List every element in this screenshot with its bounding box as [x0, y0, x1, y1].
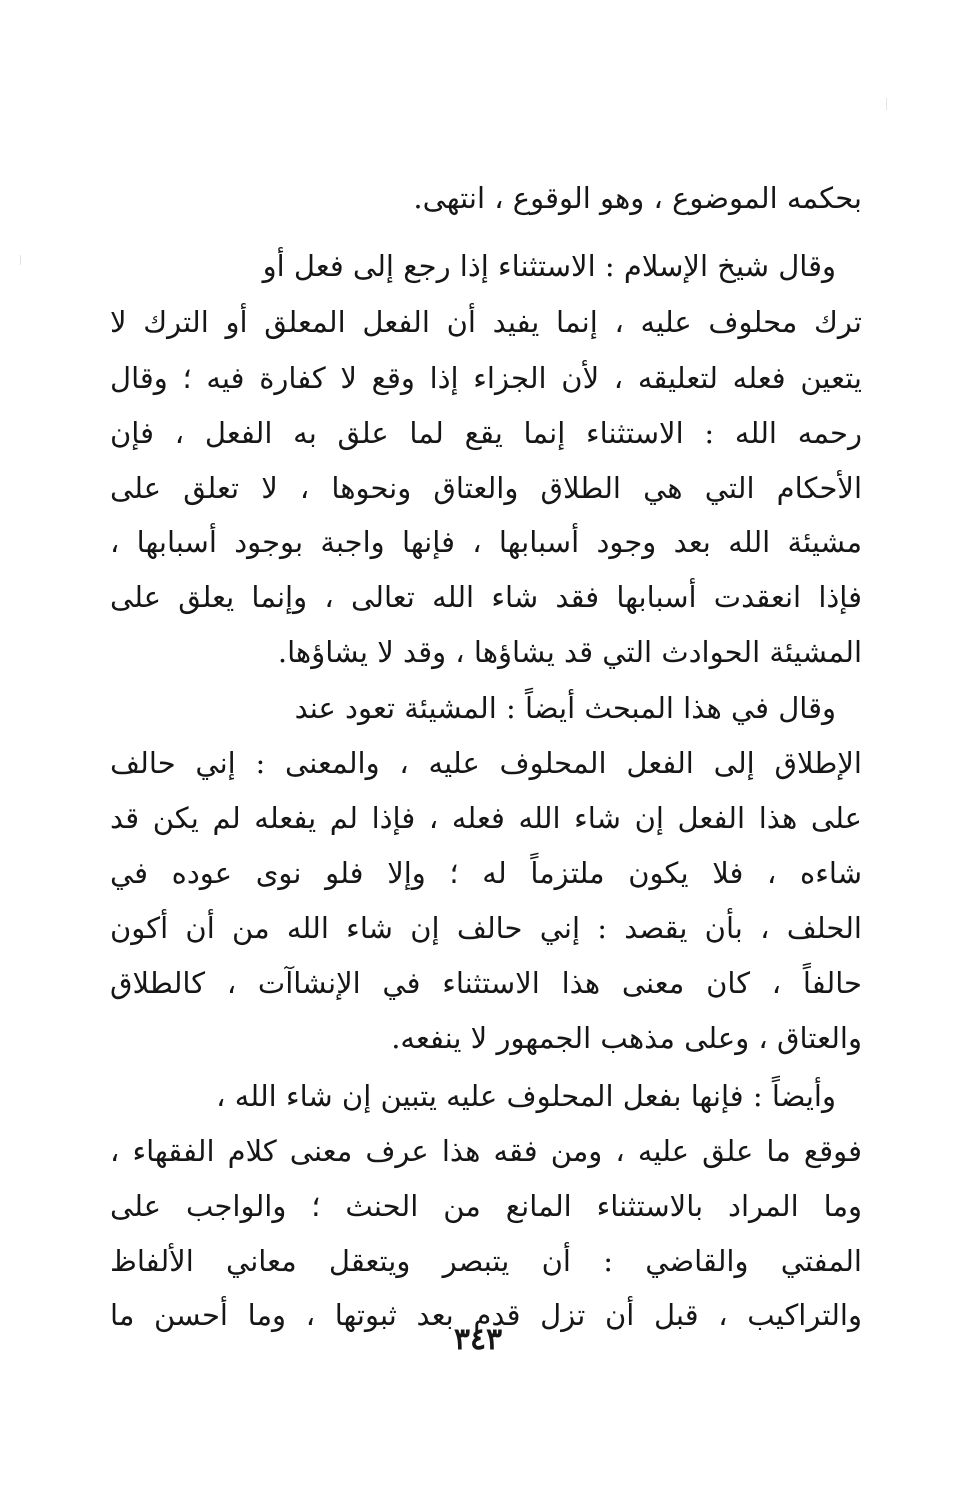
text-line: مشيئة الله بعد وجود أسبابها ، فإنها واجبة بوجود أسبابها ، — [110, 525, 862, 559]
scan-edge-mark — [20, 255, 21, 265]
text-line: فإذا انعقدت أسبابها فقد شاء الله تعالى ، وإنما يعلق على — [110, 580, 862, 614]
text-line: حالفاً ، كان معنى هذا الاستثناء في الإنشاآت ، كالطلاق — [110, 966, 862, 1000]
text-line: الإطلاق إلى الفعل المحلوف عليه ، والمعنى : إني حالف — [110, 746, 862, 780]
text-line: الأحكام التي هي الطلاق والعتاق ونحوها ، لا تعلق على — [110, 471, 862, 505]
text-line: بحكمه الموضوع ، وهو الوقوع ، انتهى. — [413, 181, 862, 215]
text-line-indented: وقال شيخ الإسلام : الاستثناء إذا رجع إلى فعل أو — [262, 249, 836, 283]
text-line: والعتاق ، وعلى مذهب الجمهور لا ينفعه. — [391, 1021, 862, 1055]
text-line: على هذا الفعل إن شاء الله فعله ، فإذا لم يفعله لم يكن قد — [110, 801, 862, 835]
text-line: الحلف ، بأن يقصد : إني حالف إن شاء الله من أن أكون — [110, 911, 862, 945]
page-number: ٣٤٣ — [453, 1322, 503, 1357]
text-line: رحمه الله : الاستثناء إنما يقع لما علق به الفعل ، فإن — [110, 416, 862, 450]
text-line: يتعين فعله لتعليقه ، لأن الجزاء إذا وقع لا كفارة فيه ؛ وقال — [110, 361, 862, 395]
scan-edge-mark — [886, 98, 887, 110]
page-body-text — [110, 0, 862, 1332]
text-line: وما المراد بالاستثناء المانع من الحنث ؛ والواجب على — [110, 1189, 862, 1223]
text-line-indented: وأيضاً : فإنها بفعل المحلوف عليه يتبين إن شاء الله ، — [216, 1079, 836, 1113]
text-line-indented: وقال في هذا المبحث أيضاً : المشيئة تعود عند — [294, 691, 836, 725]
text-line: المشيئة الحوادث التي قد يشاؤها ، وقد لا يشاؤها. — [277, 635, 862, 669]
text-line: شاءه ، فلا يكون ملتزماً له ؛ وإلا فلو نوى عوده في — [110, 856, 862, 890]
text-line: فوقع ما علق عليه ، ومن فقه هذا عرف معنى كلام الفقهاء ، — [110, 1134, 862, 1168]
text-line: ترك محلوف عليه ، إنما يفيد أن الفعل المعلق أو الترك لا — [110, 305, 862, 339]
text-line: والتراكيب ، قبل أن تزل قدم بعد ثبوتها ، وما أحسن ما — [110, 1298, 862, 1332]
text-line: المفتي والقاضي : أن يتبصر ويتعقل معاني الألفاظ — [110, 1244, 862, 1278]
